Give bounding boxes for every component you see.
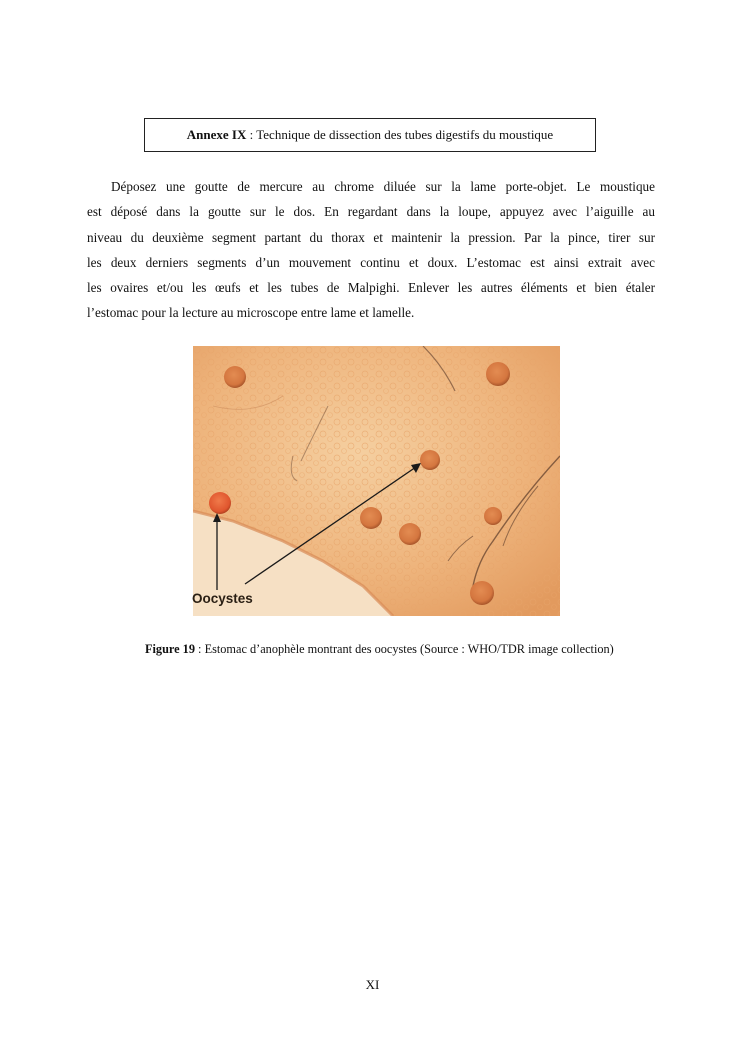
paragraph-line: l’estomac pour la lecture au microscope entre lame et lamelle. xyxy=(87,305,415,321)
caption-separator: : xyxy=(194,642,205,656)
page-number: XI xyxy=(365,977,380,992)
stomach-micrograph xyxy=(193,346,560,616)
figure-caption-text: Estomac d’anophèle montrant des oocystes (Source : WHO/TDR image collection) xyxy=(204,642,614,656)
paragraph-line: niveau du deuxième segment partant du thorax et maintenir la pression. Par la pince, tirer sur xyxy=(87,229,655,245)
figure-caption xyxy=(145,642,705,657)
paragraph-line: Déposez une goutte de mercure au chrome diluée sur la lame porte-objet. Le moustique xyxy=(111,179,655,194)
annex-title-box xyxy=(144,118,596,152)
annex-label: Annexe IX xyxy=(186,127,247,142)
figure-caption-label: Figure 19 xyxy=(145,642,195,656)
microscope-image xyxy=(193,346,560,616)
body-paragraph xyxy=(87,174,655,326)
paragraph-line: les ovaires et/ou les œufs et les tubes de Malpighi. Enlever les autres éléments et bien étaler xyxy=(87,280,655,296)
annex-separator: : xyxy=(246,127,257,142)
oocystes-label: Oocystes xyxy=(192,591,253,606)
annex-title: Technique de dissection des tubes digestifs du moustique xyxy=(256,127,554,142)
paragraph-line: les deux derniers segments d’un mouvement continu et doux. L’estomac est ainsi extrait avec xyxy=(87,254,655,270)
paragraph-line: est déposé dans la goutte sur le dos. En regardant dans la loupe, appuyez avec l’aiguille au xyxy=(87,204,655,220)
